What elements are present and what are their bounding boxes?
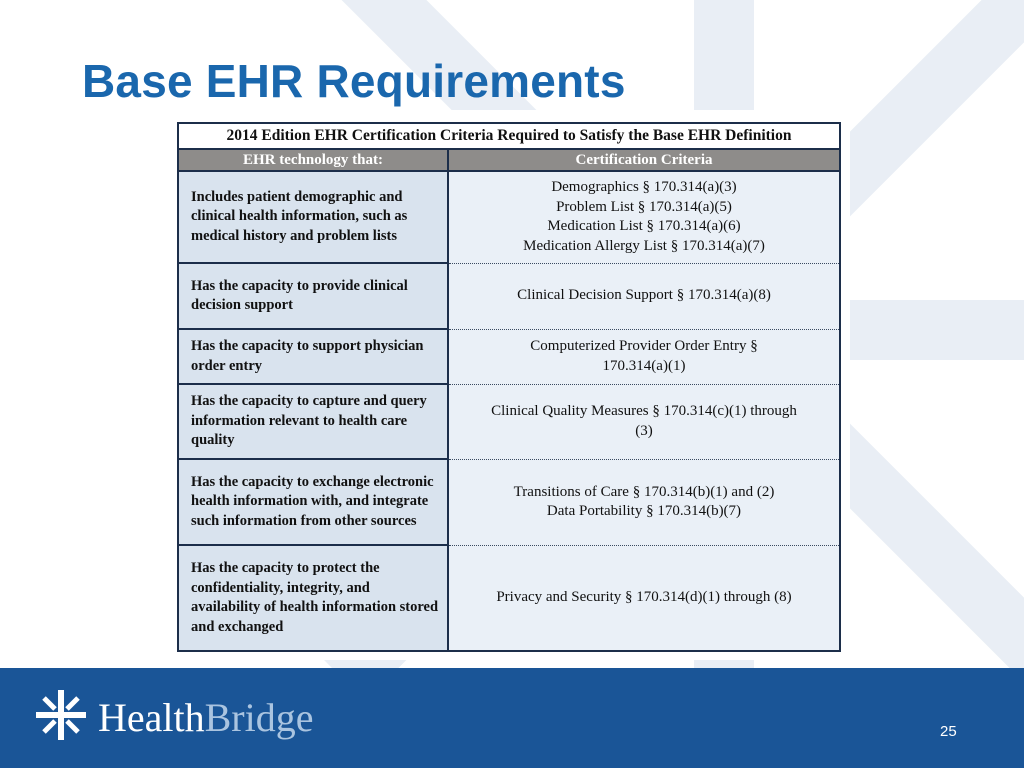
criteria-line: Transitions of Care § 170.314(b)(1) and (2)	[513, 483, 775, 500]
criteria-line: 170.314(a)(1)	[602, 357, 686, 374]
slide-title: Base EHR Requirements	[82, 55, 626, 107]
criteria-cell	[448, 545, 840, 651]
brand-part-2: Bridge	[204, 695, 314, 740]
criteria-cell	[448, 459, 840, 545]
healthbridge-logo-icon	[36, 690, 86, 740]
column-header-criteria: Certification Criteria	[448, 149, 840, 171]
brand-part-1: Health	[98, 695, 205, 740]
criteria-line: Problem List § 170.314(a)(5)	[556, 198, 732, 215]
criteria-line: Clinical Decision Support § 170.314(a)(8)	[517, 287, 771, 304]
table-row	[178, 171, 840, 263]
table-row	[178, 384, 840, 459]
criteria-line: Privacy and Security § 170.314(d)(1) through (8)	[496, 589, 792, 605]
criteria-line: Demographics § 170.314(a)(3)	[551, 179, 737, 196]
criteria-line: Data Portability § 170.314(b)(7)	[546, 503, 742, 519]
requirement-cell: Has the capacity to provide clinical decision support	[178, 263, 448, 329]
page-number: 25	[940, 723, 957, 740]
table-title: 2014 Edition EHR Certification Criteria Required to Satisfy the Base EHR Definition	[178, 123, 840, 149]
certification-criteria-table	[177, 122, 841, 652]
requirement-cell: Has the capacity to protect the confidentiality, integrity, and availability of health information stored and exchanged	[178, 545, 448, 651]
criteria-cell	[448, 384, 840, 459]
table-image-panel	[168, 110, 850, 660]
table-row	[178, 263, 840, 329]
criteria-cell	[448, 329, 840, 384]
table-row	[178, 545, 840, 651]
requirement-cell: Has the capacity to support physician order entry	[178, 329, 448, 384]
criteria-line: (3)	[635, 422, 653, 439]
requirement-cell: Has the capacity to capture and query information relevant to health care quality	[178, 384, 448, 459]
table-row	[178, 459, 840, 545]
criteria-line: Medication Allergy List § 170.314(a)(7)	[523, 237, 765, 254]
criteria-line: Medication List § 170.314(a)(6)	[547, 218, 741, 235]
criteria-line: Computerized Provider Order Entry §	[530, 338, 758, 354]
requirement-cell: Has the capacity to exchange electronic health information with, and integrate such information from other sources	[178, 459, 448, 545]
criteria-line: Clinical Quality Measures § 170.314(c)(1) through	[491, 403, 797, 419]
criteria-cell	[448, 263, 840, 329]
table-row	[178, 329, 840, 384]
brand-wordmark	[98, 694, 314, 741]
requirement-cell: Includes patient demographic and clinical health information, such as medical history and problem lists	[178, 171, 448, 263]
criteria-cell	[448, 171, 840, 263]
column-header-technology: EHR technology that:	[178, 149, 448, 171]
